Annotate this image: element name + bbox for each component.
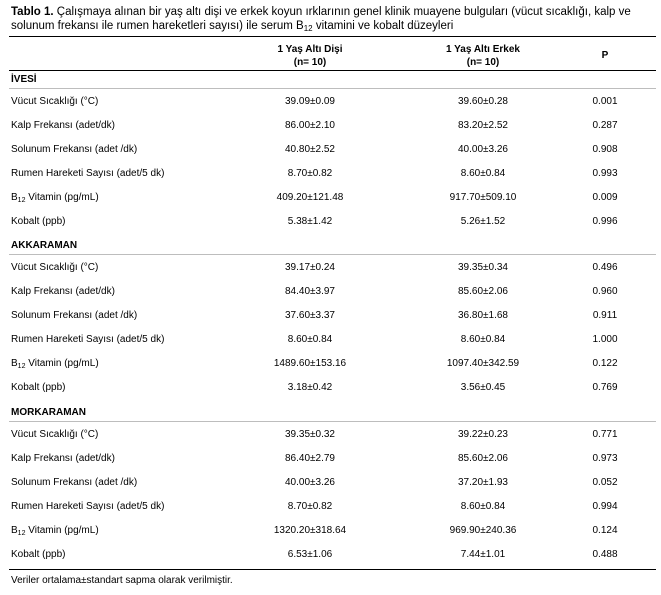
row-label-subscript: 12 bbox=[17, 197, 26, 204]
p-value: 0.009 bbox=[592, 192, 618, 203]
male-value: 1097.40±342.59 bbox=[446, 358, 520, 369]
female-value: 6.53±1.06 bbox=[287, 549, 333, 560]
female-value: 8.70±0.82 bbox=[287, 501, 333, 512]
female-value: 5.38±1.42 bbox=[287, 216, 333, 227]
p-value: 0.973 bbox=[592, 453, 618, 464]
footnote: Veriler ortalama±standart sapma olarak verilmiştir. bbox=[11, 575, 233, 586]
row-label: Kobalt (ppb) bbox=[11, 382, 66, 393]
row-label: Solunum Frekansı (adet /dk) bbox=[11, 310, 138, 321]
row-label: Kalp Frekansı (adet/dk) bbox=[11, 453, 115, 464]
female-value: 39.09±0.09 bbox=[285, 96, 335, 107]
row-label: Kalp Frekansı (adet/dk) bbox=[11, 286, 115, 297]
p-value: 0.769 bbox=[592, 382, 618, 393]
p-value: 0.994 bbox=[592, 501, 618, 512]
table-row bbox=[0, 549, 661, 565]
female-value: 40.00±3.26 bbox=[285, 477, 335, 488]
male-value: 3.56±0.45 bbox=[460, 382, 506, 393]
p-value: 0.960 bbox=[592, 286, 618, 297]
female-value: 40.80±2.52 bbox=[285, 144, 335, 155]
table-row bbox=[0, 262, 661, 278]
row-label: Vücut Sıcaklığı (°C) bbox=[11, 96, 99, 107]
column-header-male bbox=[403, 43, 563, 69]
table-row bbox=[0, 429, 661, 445]
p-value: 1.000 bbox=[592, 334, 618, 345]
p-value: 0.496 bbox=[592, 262, 618, 273]
caption-text-2: vitamini ve kobalt düzeyleri bbox=[312, 20, 454, 32]
top-rule bbox=[9, 36, 656, 37]
row-label: Vücut Sıcaklığı (°C) bbox=[11, 262, 99, 273]
male-value: 917.70±509.10 bbox=[449, 192, 517, 203]
table-row bbox=[0, 477, 661, 493]
p-value: 0.287 bbox=[592, 120, 618, 131]
male-value: 36.80±1.68 bbox=[458, 310, 508, 321]
group-separator bbox=[9, 421, 656, 422]
p-value: 0.993 bbox=[592, 168, 618, 179]
male-value: 39.35±0.34 bbox=[458, 262, 508, 273]
row-label: Vücut Sıcaklığı (°C) bbox=[11, 429, 99, 440]
male-value: 83.20±2.52 bbox=[458, 120, 508, 131]
p-value: 0.911 bbox=[592, 310, 618, 321]
male-value: 39.60±0.28 bbox=[458, 96, 508, 107]
female-value: 1320.20±318.64 bbox=[273, 525, 347, 536]
row-label: Kalp Frekansı (adet/dk) bbox=[11, 120, 115, 131]
table-row bbox=[0, 120, 661, 136]
p-value: 0.771 bbox=[592, 429, 618, 440]
row-label: Rumen Hareketi Sayısı (adet/5 dk) bbox=[11, 168, 165, 179]
table-row bbox=[0, 382, 661, 398]
row-label bbox=[11, 358, 99, 370]
male-value: 8.60±0.84 bbox=[460, 168, 506, 179]
male-value: 39.22±0.23 bbox=[458, 429, 508, 440]
male-value: 969.90±240.36 bbox=[449, 525, 517, 536]
male-header-line1: 1 Yaş Altı Erkek bbox=[446, 44, 520, 55]
row-label-suffix: Vitamin (pg/mL) bbox=[25, 358, 99, 369]
female-value: 3.18±0.42 bbox=[287, 382, 333, 393]
p-value: 0.908 bbox=[592, 144, 618, 155]
table-row bbox=[0, 453, 661, 469]
male-value: 85.60±2.06 bbox=[458, 453, 508, 464]
caption-subscript: 12 bbox=[303, 24, 313, 33]
group-title: AKKARAMAN bbox=[11, 240, 78, 251]
column-header-female bbox=[230, 43, 390, 69]
row-label-prefix: B bbox=[11, 192, 18, 203]
p-value: 0.001 bbox=[592, 96, 618, 107]
group-title: MORKARAMAN bbox=[11, 407, 86, 418]
table-caption bbox=[11, 5, 656, 36]
row-label: Kobalt (ppb) bbox=[11, 216, 66, 227]
male-value: 85.60±2.06 bbox=[458, 286, 508, 297]
female-value: 86.00±2.10 bbox=[285, 120, 335, 131]
table-row bbox=[0, 310, 661, 326]
p-value: 0.488 bbox=[592, 549, 618, 560]
row-label bbox=[11, 192, 99, 204]
p-value: 0.052 bbox=[592, 477, 618, 488]
row-label: Rumen Hareketi Sayısı (adet/5 dk) bbox=[11, 501, 165, 512]
male-value: 40.00±3.26 bbox=[458, 144, 508, 155]
header-rule bbox=[9, 70, 656, 71]
caption-text-1: Çalışmaya alınan bir yaş altı dişi ve erkek koyun ırklarının genel klinik muayene bulguları (vücut sıcaklığı, kalp ve solunum frekansı ile rumen hareketleri sayısı) ile serum B bbox=[11, 6, 631, 32]
table-row bbox=[0, 96, 661, 112]
group-separator bbox=[9, 254, 656, 255]
group-separator bbox=[9, 88, 656, 89]
female-header-line2: (n= 10) bbox=[293, 57, 327, 68]
table-row bbox=[0, 525, 661, 541]
female-value: 84.40±3.97 bbox=[285, 286, 335, 297]
p-value: 0.122 bbox=[592, 358, 618, 369]
female-header-line1: 1 Yaş Altı Dişi bbox=[277, 44, 343, 55]
group-title: İVESİ bbox=[11, 74, 37, 85]
row-label-subscript: 12 bbox=[17, 363, 26, 370]
male-value: 8.60±0.84 bbox=[460, 501, 506, 512]
female-value: 39.17±0.24 bbox=[285, 262, 335, 273]
male-value: 5.26±1.52 bbox=[460, 216, 506, 227]
table-row bbox=[0, 168, 661, 184]
table-row bbox=[0, 192, 661, 208]
row-label-subscript: 12 bbox=[17, 530, 26, 537]
row-label-suffix: Vitamin (pg/mL) bbox=[25, 192, 99, 203]
row-label: Solunum Frekansı (adet /dk) bbox=[11, 477, 138, 488]
row-label: Kobalt (ppb) bbox=[11, 549, 66, 560]
male-value: 37.20±1.93 bbox=[458, 477, 508, 488]
female-value: 409.20±121.48 bbox=[276, 192, 344, 203]
p-value: 0.996 bbox=[592, 216, 618, 227]
female-value: 8.70±0.82 bbox=[287, 168, 333, 179]
row-label bbox=[11, 525, 99, 537]
table-row bbox=[0, 144, 661, 160]
female-value: 39.35±0.32 bbox=[285, 429, 335, 440]
male-value: 7.44±1.01 bbox=[460, 549, 506, 560]
female-value: 8.60±0.84 bbox=[287, 334, 333, 345]
row-label-suffix: Vitamin (pg/mL) bbox=[25, 525, 99, 536]
table-row bbox=[0, 216, 661, 232]
table-row bbox=[0, 334, 661, 350]
column-header-p: P bbox=[601, 50, 609, 61]
male-value: 8.60±0.84 bbox=[460, 334, 506, 345]
caption-label: Tablo 1. bbox=[11, 6, 54, 18]
row-label-prefix: B bbox=[11, 358, 18, 369]
p-value: 0.124 bbox=[592, 525, 618, 536]
row-label-prefix: B bbox=[11, 525, 18, 536]
table-row bbox=[0, 358, 661, 374]
female-value: 86.40±2.79 bbox=[285, 453, 335, 464]
female-value: 1489.60±153.16 bbox=[273, 358, 347, 369]
female-value: 37.60±3.37 bbox=[285, 310, 335, 321]
row-label: Solunum Frekansı (adet /dk) bbox=[11, 144, 138, 155]
row-label: Rumen Hareketi Sayısı (adet/5 dk) bbox=[11, 334, 165, 345]
bottom-rule bbox=[9, 569, 656, 570]
male-header-line2: (n= 10) bbox=[466, 57, 500, 68]
table-row bbox=[0, 286, 661, 302]
table-row bbox=[0, 501, 661, 517]
